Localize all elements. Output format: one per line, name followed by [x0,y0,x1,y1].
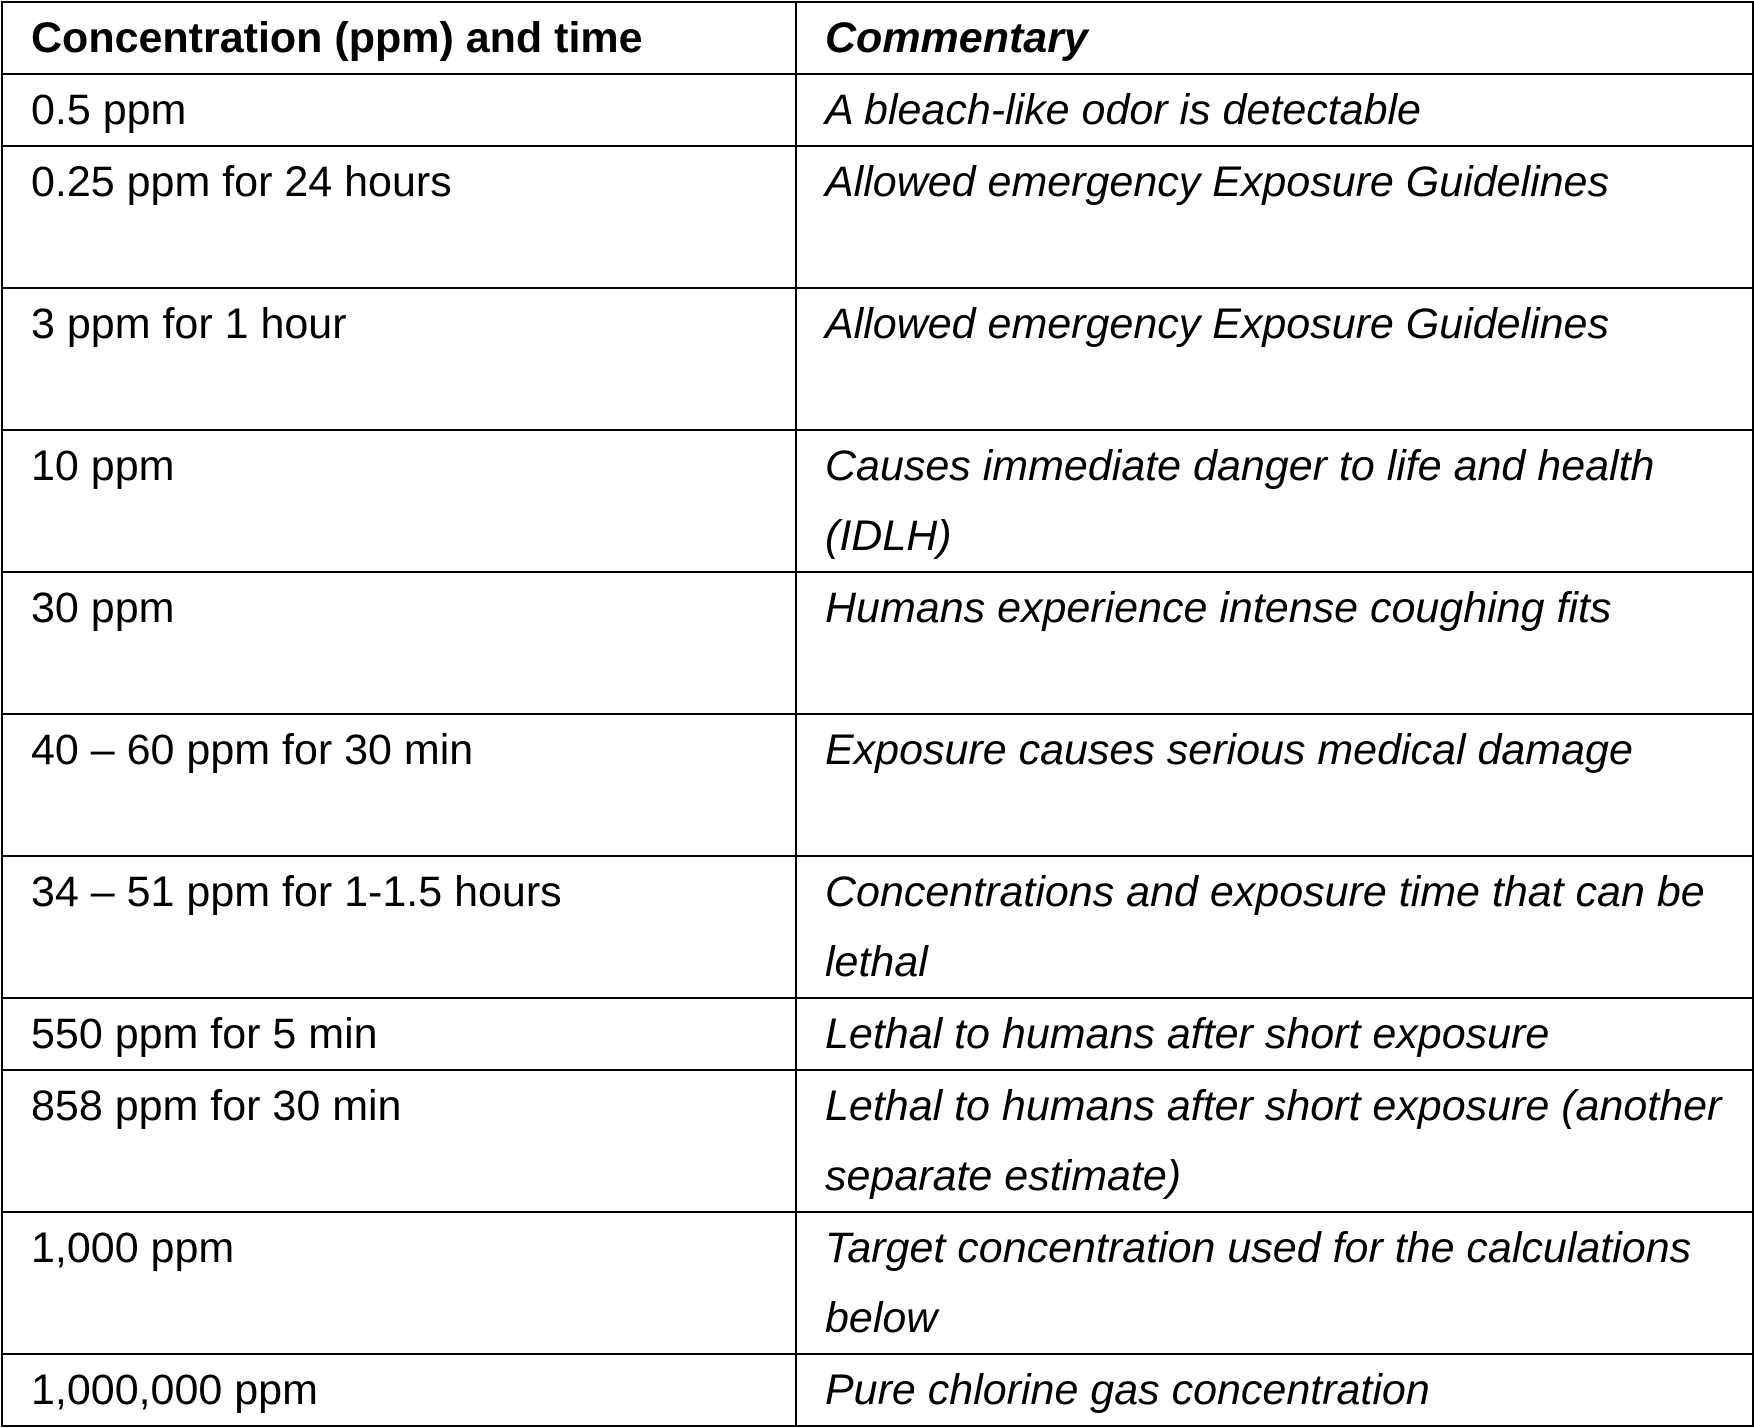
concentration-cell: 3 ppm for 1 hour [2,288,796,430]
table-row [2,74,1753,146]
concentration-cell: 0.5 ppm [2,74,796,146]
concentration-cell: 1,000 ppm [2,1212,796,1354]
concentration-cell: 30 ppm [2,572,796,714]
commentary-cell: Causes immediate danger to life and health (IDLH) [796,430,1753,572]
commentary-cell: Lethal to humans after short exposure (another separate estimate) [796,1070,1753,1212]
header-concentration: Concentration (ppm) and time [2,2,796,74]
table-row [2,1070,1753,1212]
commentary-cell: Lethal to humans after short exposure [796,998,1753,1070]
table-row [2,856,1753,998]
concentration-cell: 550 ppm for 5 min [2,998,796,1070]
concentration-cell: 1,000,000 ppm [2,1354,796,1426]
concentration-cell: 10 ppm [2,430,796,572]
commentary-cell: Pure chlorine gas concentration [796,1354,1753,1426]
table-row [2,1354,1753,1426]
table-row [2,998,1753,1070]
commentary-cell: Concentrations and exposure time that can be lethal [796,856,1753,998]
table-row [2,430,1753,572]
commentary-cell: Humans experience intense coughing fits [796,572,1753,714]
concentration-cell: 34 – 51 ppm for 1-1.5 hours [2,856,796,998]
commentary-cell: Allowed emergency Exposure Guidelines [796,288,1753,430]
chlorine-exposure-table [1,1,1754,1427]
table-row [2,288,1753,430]
header-commentary: Commentary [796,2,1753,74]
table-row [2,1212,1753,1354]
table-row [2,714,1753,856]
table-header-row [2,2,1753,74]
concentration-cell: 0.25 ppm for 24 hours [2,146,796,288]
table-row [2,146,1753,288]
commentary-cell: A bleach-like odor is detectable [796,74,1753,146]
concentration-cell: 858 ppm for 30 min [2,1070,796,1212]
commentary-cell: Target concentration used for the calculations below [796,1212,1753,1354]
commentary-cell: Allowed emergency Exposure Guidelines [796,146,1753,288]
commentary-cell: Exposure causes serious medical damage [796,714,1753,856]
table-row [2,572,1753,714]
concentration-cell: 40 – 60 ppm for 30 min [2,714,796,856]
